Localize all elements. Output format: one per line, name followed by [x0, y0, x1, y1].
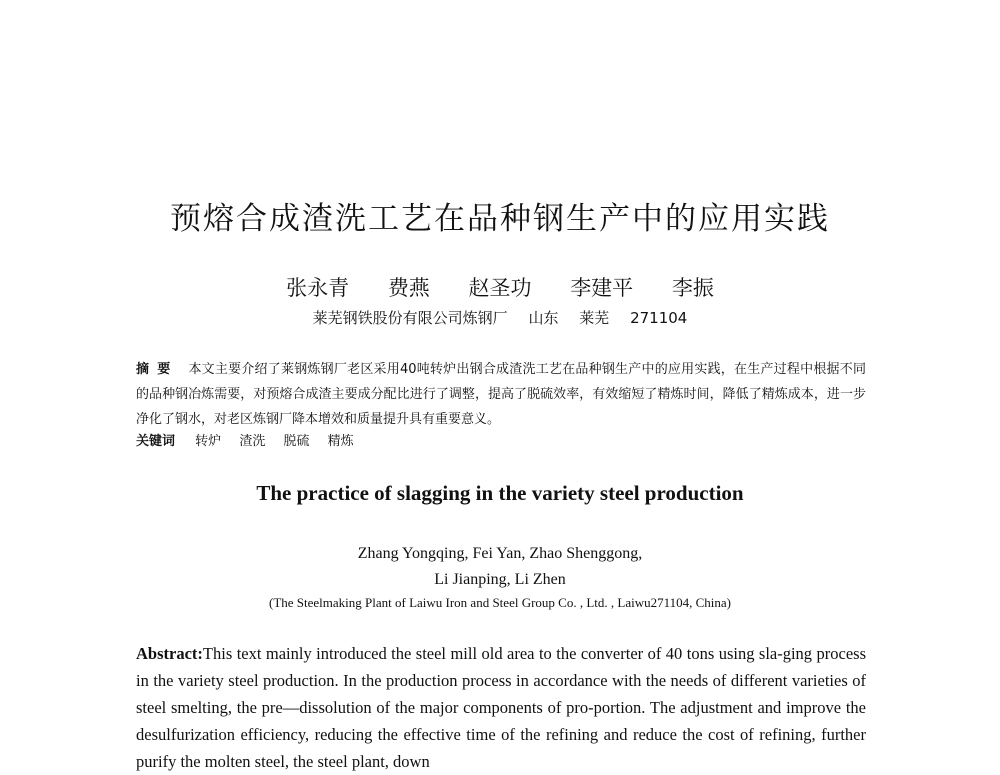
- author-cn: 张永青: [286, 276, 350, 300]
- affiliation-city: 莱芜: [579, 309, 610, 327]
- chinese-authors: [0, 272, 1000, 302]
- author-cn: 李振: [671, 276, 714, 300]
- abstract-label-cn: 摘要: [136, 362, 179, 377]
- keyword-cn: 转炉: [195, 434, 222, 449]
- abstract-text-cn: 本文主要介绍了莱钢炼钢厂老区采用40吨转炉出钢合成渣洗工艺在品种钢生产中的应用实践，在生产过程中根据不同的品种钢冶炼需要，对预熔合成渣主要成分配比进行了调整，提高了脱硫效率，有效缩短了精炼时间，降低了精炼成本，进一步净化了钢水，对老区炼钢厂降本增效和质量提升具有重要意义。: [136, 362, 866, 427]
- affiliation-postcode: 271104: [630, 309, 688, 327]
- author-cn: 赵圣功: [468, 276, 532, 300]
- authors-en-line: Li Jianping, Li Zhen: [434, 571, 566, 588]
- author-cn: 李建平: [570, 276, 634, 300]
- english-title: The practice of slagging in the variety steel production: [256, 481, 744, 505]
- keywords-label-cn: 关键词: [136, 434, 176, 449]
- author-cn: 费燕: [387, 276, 430, 300]
- english-affiliation: (The Steelmaking Plant of Laiwu Iron and Steel Group Co. , Ltd. , Laiwu271104, China): [268, 595, 731, 610]
- abstract-text-en: This text mainly introduced the steel mill old area to the converter of 40 tons using sla-ging process in the variety steel production. In the production process in accordance with the needs of different varieties of steel smelting, the pre—dissolution of the major components of pro-portion. The adjustment and improve the desulfurization efficiency, reducing the effective time of the refining and reduce the cost of refining, further purify the molten steel, the steel plant, down: [136, 644, 866, 771]
- english-authors: [0, 541, 1000, 593]
- chinese-title: 预熔合成渣洗工艺在品种钢生产中的应用实践: [170, 201, 830, 237]
- chinese-affiliation: [0, 307, 1000, 328]
- keyword-cn: 脱硫: [283, 434, 310, 449]
- chinese-abstract: [136, 357, 866, 432]
- affiliation-org: 莱芜钢铁股份有限公司炼钢厂: [312, 309, 508, 327]
- abstract-label-en: Abstract:: [136, 644, 203, 663]
- keyword-cn: 渣洗: [239, 434, 266, 449]
- affiliation-province: 山东: [528, 309, 559, 327]
- chinese-keywords: [136, 432, 866, 452]
- english-abstract: [136, 640, 866, 775]
- keyword-cn: 精炼: [327, 434, 354, 449]
- authors-en-line: Zhang Yongqing, Fei Yan, Zhao Shenggong,: [357, 545, 643, 562]
